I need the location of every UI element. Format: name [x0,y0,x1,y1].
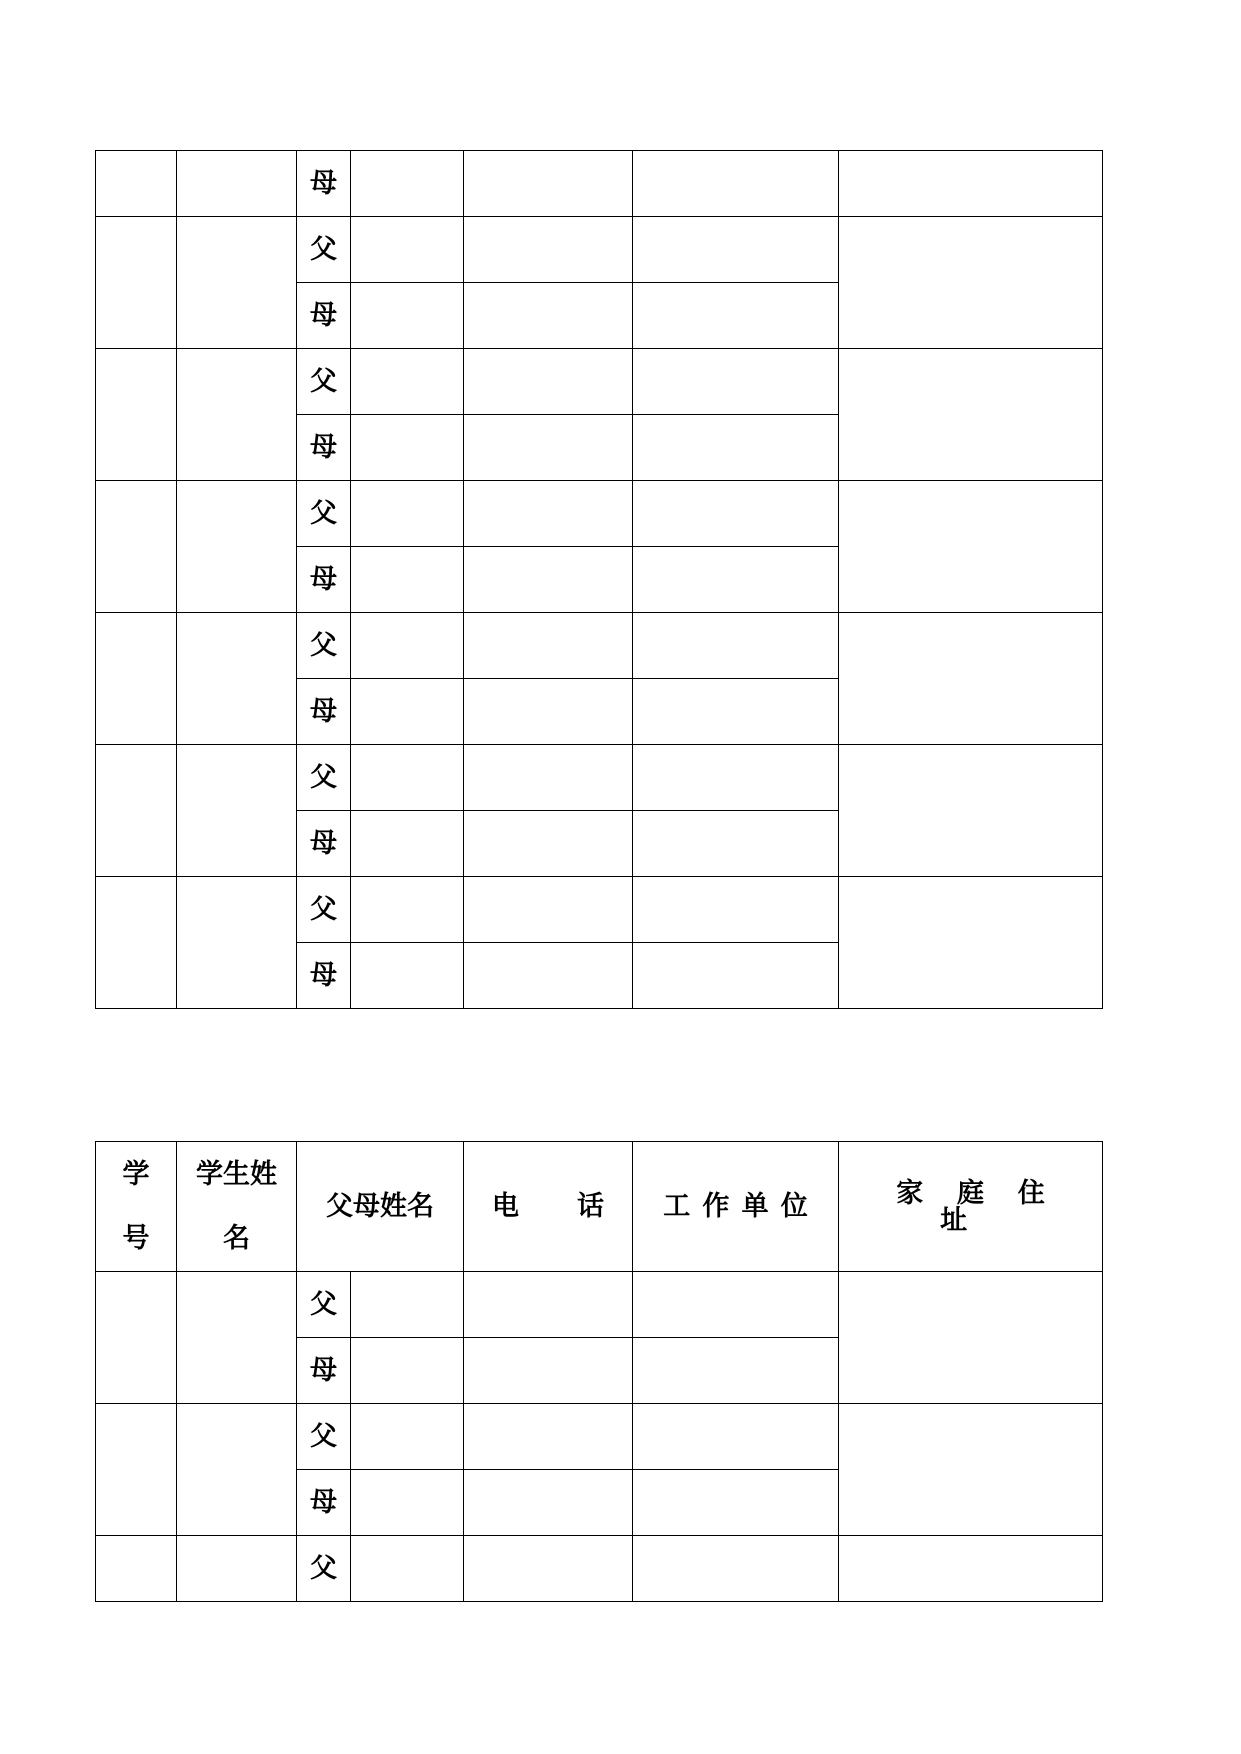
workplace-cell [633,1470,839,1536]
phone-cell [464,1404,633,1470]
workplace-cell [633,613,839,679]
table-row [96,151,1103,217]
table-header-row [96,1142,1103,1272]
relation-label-father: 父 [297,481,351,547]
relation-label-mother: 母 [297,547,351,613]
parent-name-cell [351,1536,464,1602]
header-student-name-line2: 名 [223,1222,250,1254]
phone-cell [464,481,633,547]
workplace-cell [633,877,839,943]
student-id-cell [96,745,177,877]
workplace-cell [633,415,839,481]
workplace-cell [633,1272,839,1338]
parent-name-cell [351,481,464,547]
student-id-cell [96,151,177,217]
header-student-name-line1: 学生姓 [196,1158,277,1190]
phone-cell [464,811,633,877]
student-name-cell [177,613,297,745]
student-id-cell [96,1404,177,1536]
student-name-cell [177,877,297,1009]
parent-name-cell [351,943,464,1009]
parent-name-cell [351,415,464,481]
phone-cell [464,415,633,481]
workplace-cell [633,217,839,283]
phone-cell [464,877,633,943]
phone-cell [464,1338,633,1404]
phone-cell [464,547,633,613]
address-cell [839,1536,1103,1602]
header-parent-name: 父母姓名 [297,1142,464,1272]
header-workplace-label: 工作单位 [663,1191,820,1222]
workplace-cell [633,811,839,877]
table-row [96,349,1103,415]
student-name-cell [177,745,297,877]
header-student-id-line2: 号 [122,1222,150,1254]
relation-label-father: 父 [297,1404,351,1470]
relation-label-father: 父 [297,613,351,679]
parent-name-cell [351,745,464,811]
student-name-cell [177,151,297,217]
table-row [96,613,1103,679]
parent-name-cell [351,811,464,877]
parent-name-cell [351,151,464,217]
parent-name-cell [351,1470,464,1536]
header-phone-label: 电 话 [491,1191,629,1222]
student-id-cell [96,217,177,349]
workplace-cell [633,745,839,811]
parent-name-cell [351,547,464,613]
header-workplace [633,1142,839,1272]
parent-name-cell [351,679,464,745]
phone-cell [464,679,633,745]
student-id-cell [96,481,177,613]
student-id-cell [96,1272,177,1404]
relation-label-father: 父 [297,349,351,415]
parent-name-cell [351,1338,464,1404]
workplace-cell [633,349,839,415]
address-cell [839,151,1103,217]
parent-name-cell [351,349,464,415]
table-row [96,745,1103,811]
address-cell [839,1272,1103,1404]
address-cell [839,877,1103,1009]
student-name-cell [177,217,297,349]
header-phone [464,1142,633,1272]
student-id-cell [96,1536,177,1602]
table-row [96,1272,1103,1338]
student-name-cell [177,1272,297,1404]
address-cell [839,745,1103,877]
student-id-cell [96,613,177,745]
address-cell [839,481,1103,613]
relation-label-father: 父 [297,1536,351,1602]
workplace-cell [633,151,839,217]
header-student-id-line1: 学 [122,1158,150,1190]
relation-label-father: 父 [297,217,351,283]
relation-label-father: 父 [297,1272,351,1338]
relation-label-mother: 母 [297,283,351,349]
student-name-cell [177,1536,297,1602]
parent-name-cell [351,1272,464,1338]
workplace-cell [633,1404,839,1470]
table-row [96,1536,1103,1602]
phone-cell [464,283,633,349]
relation-label-mother: 母 [297,1470,351,1536]
phone-cell [464,349,633,415]
address-cell [839,217,1103,349]
relation-label-mother: 母 [297,679,351,745]
student-name-cell [177,349,297,481]
workplace-cell [633,547,839,613]
phone-cell [464,1272,633,1338]
phone-cell [464,1536,633,1602]
parent-name-cell [351,613,464,679]
parent-contact-table [95,1141,1103,1602]
relation-label-mother: 母 [297,415,351,481]
relation-label-father: 父 [297,877,351,943]
table-row [96,877,1103,943]
header-home-address-label: 家庭住址 [896,1177,1079,1236]
header-student-id [96,1142,177,1272]
parent-contact-table-continued [95,150,1103,1009]
table-row [96,1404,1103,1470]
header-student-name [177,1142,297,1272]
relation-label-mother: 母 [297,1338,351,1404]
phone-cell [464,613,633,679]
relation-label-mother: 母 [297,943,351,1009]
address-cell [839,1404,1103,1536]
phone-cell [464,943,633,1009]
table-row [96,217,1103,283]
table-row [96,481,1103,547]
relation-label-mother: 母 [297,151,351,217]
relation-label-father: 父 [297,745,351,811]
parent-name-cell [351,877,464,943]
student-id-cell [96,877,177,1009]
phone-cell [464,1470,633,1536]
phone-cell [464,745,633,811]
parent-name-cell [351,1404,464,1470]
workplace-cell [633,1536,839,1602]
relation-label-mother: 母 [297,811,351,877]
workplace-cell [633,679,839,745]
header-home-address [839,1142,1103,1272]
workplace-cell [633,1338,839,1404]
phone-cell [464,217,633,283]
workplace-cell [633,943,839,1009]
workplace-cell [633,481,839,547]
address-cell [839,349,1103,481]
student-id-cell [96,349,177,481]
parent-name-cell [351,217,464,283]
workplace-cell [633,283,839,349]
parent-name-cell [351,283,464,349]
student-name-cell [177,1404,297,1536]
address-cell [839,613,1103,745]
phone-cell [464,151,633,217]
student-name-cell [177,481,297,613]
